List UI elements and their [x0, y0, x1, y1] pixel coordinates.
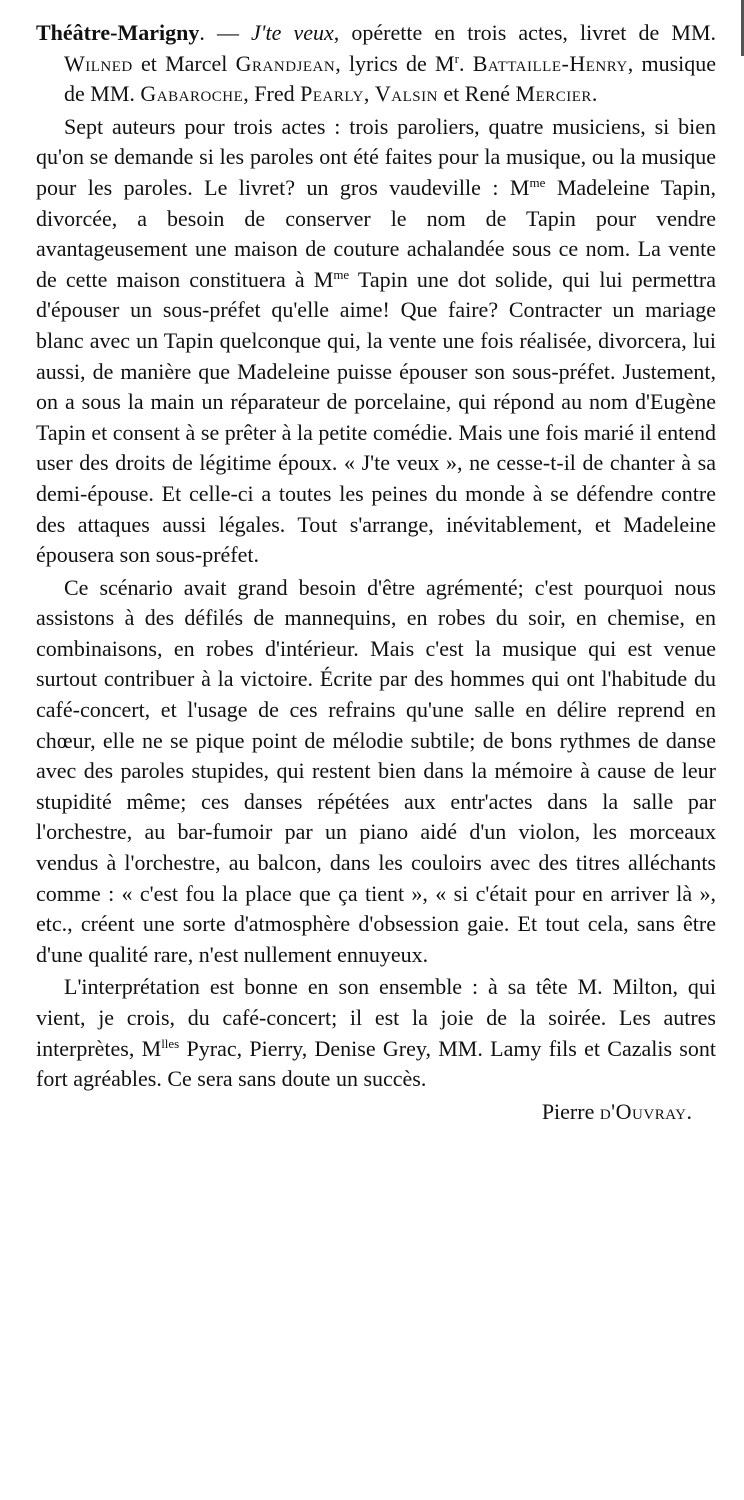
paragraph-text: Ce scénario avait grand besoin d'être agrémenté; c'est pourquoi nous assistons à des défilés de mannequins, en robes du soir, en chemise, en combinaisons, en robes d'intérieur. Mais c'est la musique qui est venue surtout contribuer à la victoire. Écrite par des hommes qui ont l'habitude du café-concert, et l'usage de ces refrains qu'une salle en délire reprend en chœur, elle ne se pique point de mélodie subtile; de bons rythmes de danse avec des paroles stupides, qui restent bien dans la mémoire à cause de leur stupidité même; ces danses répétées aux entr'actes dans la salle par l'orchestre, au bar-fumoir par un piano aidé d'un violon, les morceaux vendus à l'orchestre, au balcon, dans les couloirs avec des titres alléchants comme : « c'est fou la place que ça tient », « si c'était pour en arriver là », etc., créent une sorte d'atmosphère d'obsession gaie. Et tout cela, sans être d'une qualité rare, n'est nullement ennuyeux.	[36, 574, 716, 967]
connector-text: ,	[363, 81, 375, 107]
paragraph-text: Madeleine Tapin, divorcée, a besoin de conserver le nom de Tapin pour vendre avantageusement une maison de couture achalandée sous ce nom. La vente de cette maison constituera à M	[36, 174, 716, 292]
lyricist-name: Battaille-Henry	[472, 50, 628, 76]
paragraph-text: Pyrac, Pierry, Denise Grey, MM. Lamy fils et Cazalis sont fort agréables. Ce sera sans doute un succès.	[36, 1035, 716, 1092]
connector-text: et René	[437, 81, 516, 107]
work-title: J'te veux	[251, 20, 334, 45]
heading-separator: . —	[199, 20, 252, 45]
composer-name: Valsin	[374, 81, 438, 107]
connector-text: , Fred	[243, 81, 301, 107]
composer-name: Mercier	[515, 81, 592, 107]
signature-end: .	[686, 1098, 692, 1124]
connector-text: et Marcel	[132, 50, 236, 76]
librettist-name: Wilned	[64, 50, 133, 76]
signature-first-name: Pierre	[541, 1098, 600, 1124]
author-signature	[36, 1097, 716, 1128]
abbrev-superscript: lles	[161, 1035, 180, 1051]
paragraph-text: Sept auteurs pour trois actes : trois paroliers, quatre musiciens, si bien qu'on se demande si les paroles ont été faites pour la musique, ou la musique pour les paroles. Le livret? un gros vaudeville : M	[36, 113, 716, 200]
abbrev-superscript: me	[529, 174, 546, 190]
composer-name: Gabaroche	[140, 81, 244, 107]
paragraph-cast	[36, 972, 716, 1094]
venue-name: Théâtre-Marigny	[36, 20, 200, 45]
genre-text: , opérette en trois actes, livret de MM.	[333, 20, 717, 45]
music-text: , musique de MM.	[64, 50, 717, 107]
librettist-name: Grandjean	[235, 50, 336, 76]
abbrev-superscript: r	[454, 50, 459, 66]
paragraph-text: L'interprétation est bonne en son ensemble : à sa tête M. Milton, qui vient, je crois, du café-concert; il est la joie de la soirée. Les autres interprètes, M	[36, 974, 716, 1061]
paragraph-music	[36, 573, 716, 971]
paragraph-text: Tapin une dot solide, qui lui permettra d'épouser un sous-préfet qu'elle aime! Que faire? Contracter un mariage blanc avec un Tapin quelconque qui, la vente une fois réalisée, divorcera, lui aussi, de manière que Madeleine puisse épouser son sous-préfet. Justement, on a sous la main un réparateur de porcelaine, qui répond au nom d'Eugène Tapin et consent à se prêter à la petite comédie. Mais une fois marié il entend user des droits de légitime époux. « J'te veux », ne cesse-t-il de chanter à sa demi-épouse. Et celle-ci a toutes les peines du monde à se défendre contre des attaques aussi légales. Tout s'arrange, inévitablement, et Madeleine épousera son sous-préfet.	[36, 266, 716, 568]
composer-name: Pearly	[300, 81, 364, 107]
connector-text: .	[458, 50, 473, 76]
heading-end: .	[591, 81, 598, 107]
review-heading	[36, 18, 716, 110]
abbrev-superscript: me	[333, 266, 350, 282]
paragraph-plot	[36, 112, 716, 571]
lyrics-text: , lyrics de M	[335, 50, 455, 76]
signature-last-name: d'Ouvray	[599, 1098, 687, 1124]
